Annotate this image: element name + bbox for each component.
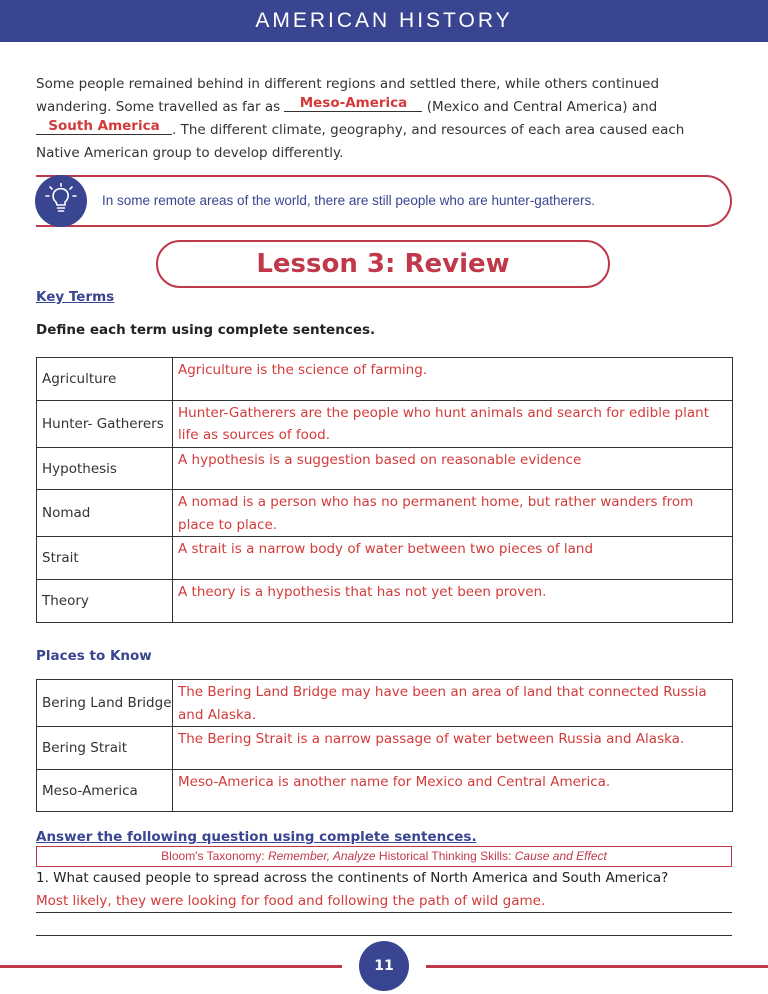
term-cell: Strait — [37, 537, 173, 580]
table-row — [37, 490, 733, 537]
definition-cell: Hunter-Gatherers are the people who hunt animals and search for edible plant life as sources of food. — [173, 400, 733, 447]
definition-cell: A hypothesis is a suggestion based on reasonable evidence — [173, 447, 733, 490]
term-cell: Hunter- Gatherers — [37, 400, 173, 447]
definition-cell: The Bering Land Bridge may have been an area of land that connected Russia and Alaska. — [173, 680, 733, 727]
table-row — [37, 727, 733, 770]
bloom-label: Bloom's Taxonomy: — [161, 849, 265, 863]
definition-cell: A strait is a narrow body of water between two pieces of land — [173, 537, 733, 580]
header-title: AMERICAN HISTORY — [255, 9, 513, 32]
footer-rule-right — [426, 965, 768, 968]
term-cell: Theory — [37, 580, 173, 623]
footer-rule-left — [0, 965, 342, 968]
intro-text-2: (Mexico and Central America) and — [422, 99, 658, 115]
definition-cell: The Bering Strait is a narrow passage of water between Russia and Alaska. — [173, 727, 733, 770]
lesson-title-box — [156, 240, 610, 288]
fact-text: In some remote areas of the world, there are still people who are hunter-gatherers. — [102, 193, 596, 208]
page-header — [0, 0, 768, 42]
places-heading: Places to Know — [36, 648, 152, 664]
page-number: 11 — [359, 941, 409, 991]
term-cell: Bering Strait — [37, 727, 173, 770]
term-cell: Hypothesis — [37, 447, 173, 490]
key-terms-heading: Key Terms — [36, 289, 115, 305]
term-cell: Nomad — [37, 490, 173, 537]
blank-answer-2: South America — [36, 118, 172, 135]
intro-paragraph — [36, 73, 726, 165]
skills-label: Historical Thinking Skills: — [378, 849, 512, 863]
places-table — [36, 679, 733, 812]
definition-cell: Agriculture is the science of farming. — [173, 358, 733, 401]
answer-heading: Answer the following question using complete sentences. — [36, 829, 477, 845]
bloom-value: Remember, Analyze — [267, 849, 376, 863]
term-cell: Bering Land Bridge — [37, 680, 173, 727]
intro-text-1: Some people remained behind in different regions and settled there, while others continued wandering. Some travelled as far as — [36, 76, 660, 115]
define-instruction: Define each term using complete sentences. — [36, 322, 376, 338]
definition-cell: A nomad is a person who has no permanent home, but rather wanders from place to place. — [173, 490, 733, 537]
question-text: 1. What caused people to spread across the continents of North America and South America? — [36, 870, 669, 886]
table-row — [37, 769, 733, 812]
intro-text-3: . The different climate, geography, and resources of each area caused each Native American group to develop differently. — [36, 122, 685, 161]
answer-text: Most likely, they were looking for food and following the path of wild game. — [36, 893, 732, 913]
skills-value: Cause and Effect — [514, 849, 607, 863]
taxonomy-box — [36, 846, 732, 867]
definition-cell: A theory is a hypothesis that has not yet been proven. — [173, 580, 733, 623]
lesson-title: Lesson 3: Review — [256, 249, 510, 279]
table-row — [37, 447, 733, 490]
answer-line — [36, 935, 732, 936]
table-row — [37, 537, 733, 580]
blank-answer-1: Meso-America — [284, 95, 422, 112]
key-terms-table — [36, 357, 733, 623]
lightbulb-icon — [35, 175, 87, 227]
table-row — [37, 358, 733, 401]
table-row — [37, 680, 733, 727]
term-cell: Agriculture — [37, 358, 173, 401]
term-cell: Meso-America — [37, 769, 173, 812]
table-row — [37, 400, 733, 447]
table-row — [37, 580, 733, 623]
fact-callout — [36, 175, 732, 227]
definition-cell: Meso-America is another name for Mexico and Central America. — [173, 769, 733, 812]
